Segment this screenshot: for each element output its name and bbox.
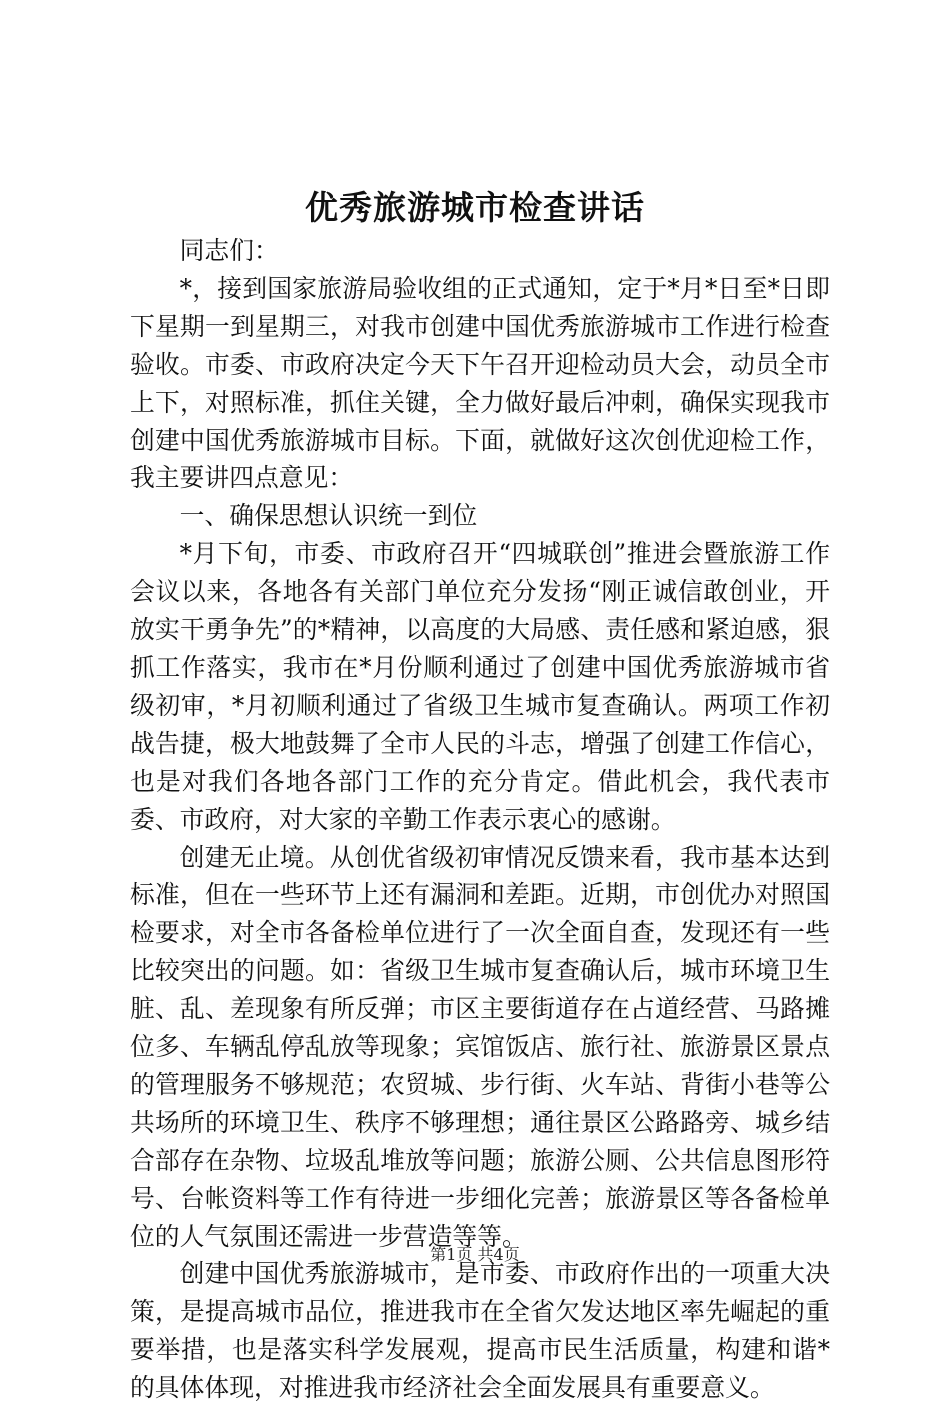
document-body [130,232,830,1407]
document-title: 优秀旅游城市检查讲话 [305,188,645,227]
section-heading: 一、确保思想认识统一到位 [179,501,478,531]
paragraph: *月下旬，市委、市政府召开“四城联创”推进会暨旅游工作会议以来，各地各有关部门单位充分发扬“刚正诚信敢创业，开放实干勇争先”的*精神，以高度的大局感、责任感和紧迫感，狠抓工作落实，我市在*月份顺利通过了创建中国优秀旅游城市省级初审，*月初顺利通过了省级卫生城市复查确认。两项工作初战告捷，极大地鼓舞了全市人民的斗志，增强了创建工作信心，也是对我们各地各部门工作的充分肯定。借此机会，我代表市委、市政府，对大家的辛勤工作表示衷心的感谢。 [130,539,830,834]
paragraph-intro: *，接到国家旅游局验收组的正式通知，定于*月*日至*日即下星期一到星期三，对我市创建中国优秀旅游城市工作进行检查验收。市委、市政府决定今天下午召开迎检动员大会，动员全市上下，对照标准，抓住关键，全力做好最后冲刺，确保实现我市创建中国优秀旅游城市目标。下面，就做好这次创优迎检工作，我主要讲四点意见： [130,273,830,493]
page-number-footer: 第1页 共4页 [430,1245,520,1264]
salutation: 同志们： [179,236,279,265]
paragraph: 创建中国优秀旅游城市，是市委、市政府作出的一项重大决策，是提高城市品位，推进我市在全省欠发达地区率先崛起的重要举措，也是落实科学发展观，提高市民生活质量，构建和谐*的具体体现，对推进我市经济社会全面发展具有重要意义。 [130,1259,830,1403]
paragraph: 创建无止境。从创优省级初审情况反馈来看，我市基本达到标准，但在一些环节上还有漏洞和差距。近期，市创优办对照国检要求，对全市各备检单位进行了一次全面自查，发现还有一些比较突出的问题。如：省级卫生城市复查确认后，城市环境卫生脏、乱、差现象有所反弹；市区主要街道存在占道经营、马路摊位多、车辆乱停乱放等现象；宾馆饭店、旅行社、旅游景区景点的管理服务不够规范；农贸城、步行街、火车站、背街小巷等公共场所的环境卫生、秩序不够理想；通往景区公路路旁、城乡结合部存在杂物、垃圾乱堆放等问题；旅游公厕、公共信息图形符号、台帐资料等工作有待进一步细化完善；旅游景区等各备检单位的人气氛围还需进一步营造等等。 [130,842,830,1251]
